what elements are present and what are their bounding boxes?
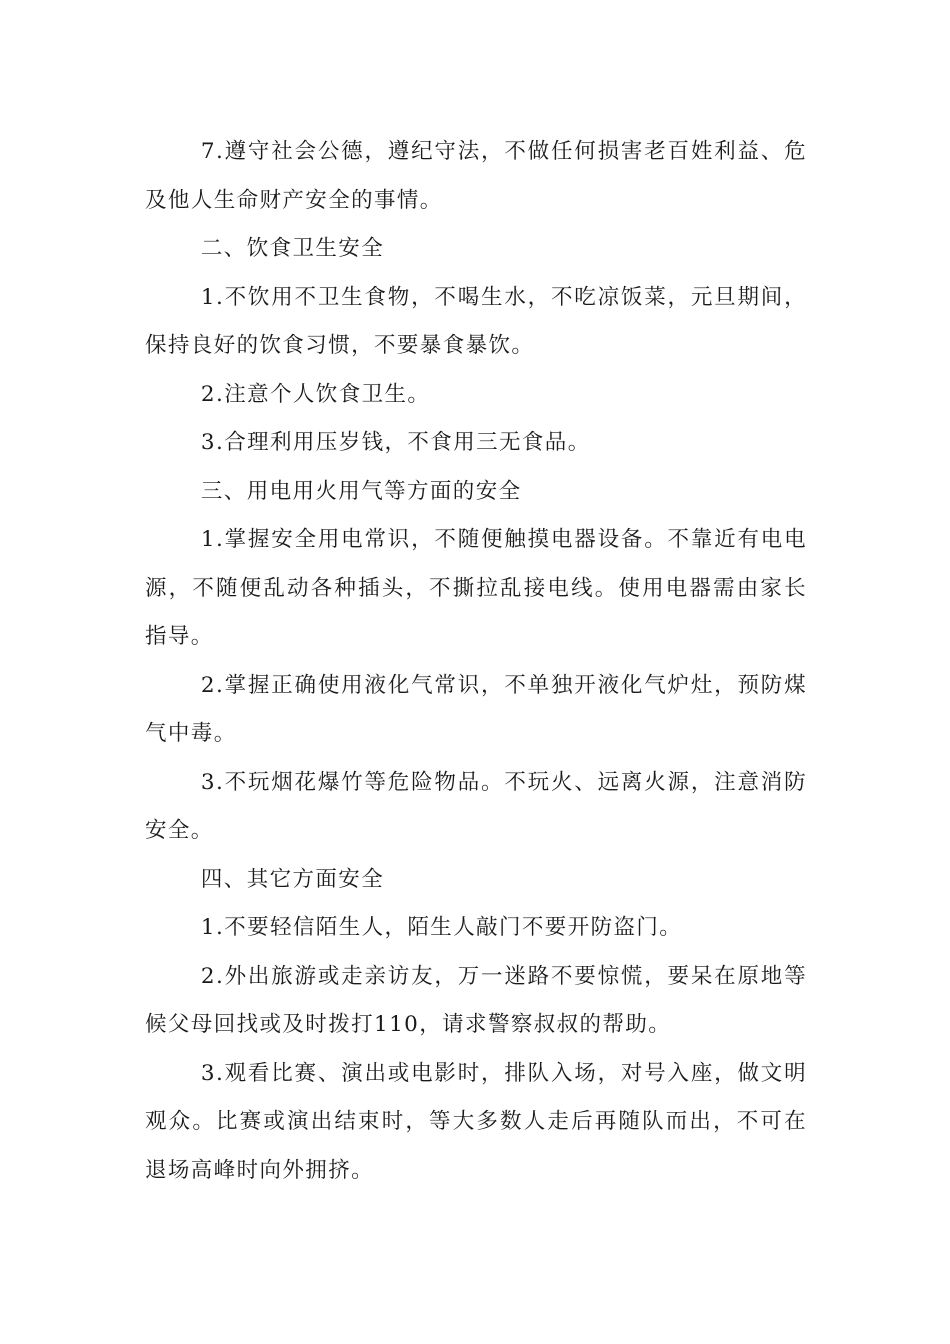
paragraph-other-item-1: 1.不要轻信陌生人，陌生人敲门不要开防盗门。 bbox=[200, 915, 683, 940]
section-heading-electricity-fire-gas: 三、用电用火用气等方面的安全 bbox=[200, 478, 522, 504]
paragraph-electric-item-3: 3.不玩烟花爆竹等危险物品。不玩火、远离火源，注意消防安全。 bbox=[145, 769, 807, 843]
paragraph-food-item-1: 1.不饮用不卫生食物，不喝生水，不吃凉饭菜，元旦期间，保持良好的饮食习惯，不要暴食暴饮。 bbox=[145, 284, 807, 358]
section-heading-food-safety: 二、饮食卫生安全 bbox=[200, 236, 385, 261]
paragraph-item-7-public-morality: 7.遵守社会公德，遵纪守法，不做任何损害老百姓利益、危及他人生命财产安全的事情。 bbox=[145, 139, 807, 213]
paragraph-food-item-3: 3.合理利用压岁钱，不食用三无食品。 bbox=[200, 430, 591, 455]
section-heading-other-safety: 四、其它方面安全 bbox=[200, 866, 385, 892]
paragraph-food-item-2: 2.注意个人饮食卫生。 bbox=[200, 381, 431, 407]
paragraph-electric-item-2: 2.掌握正确使用液化气常识，不单独开液化气炉灶，预防煤气中毒。 bbox=[145, 672, 807, 746]
document-body bbox=[145, 128, 807, 1195]
paragraph-other-item-2: 2.外出旅游或走亲访友，万一迷路不要惊慌，要呆在原地等候父母回找或及时拨打110，请求警察叔叔的帮助。 bbox=[145, 963, 807, 1037]
paragraph-electric-item-1: 1.掌握安全用电常识，不随便触摸电器设备。不靠近有电电源，不随便乱动各种插头，不撕拉乱接电线。使用电器需由家长指导。 bbox=[145, 527, 807, 649]
paragraph-other-item-3: 3.观看比赛、演出或电影时，排队入场，对号入座，做文明观众。比赛或演出结束时，等大多数人走后再随队而出，不可在退场高峰时向外拥挤。 bbox=[145, 1060, 807, 1183]
